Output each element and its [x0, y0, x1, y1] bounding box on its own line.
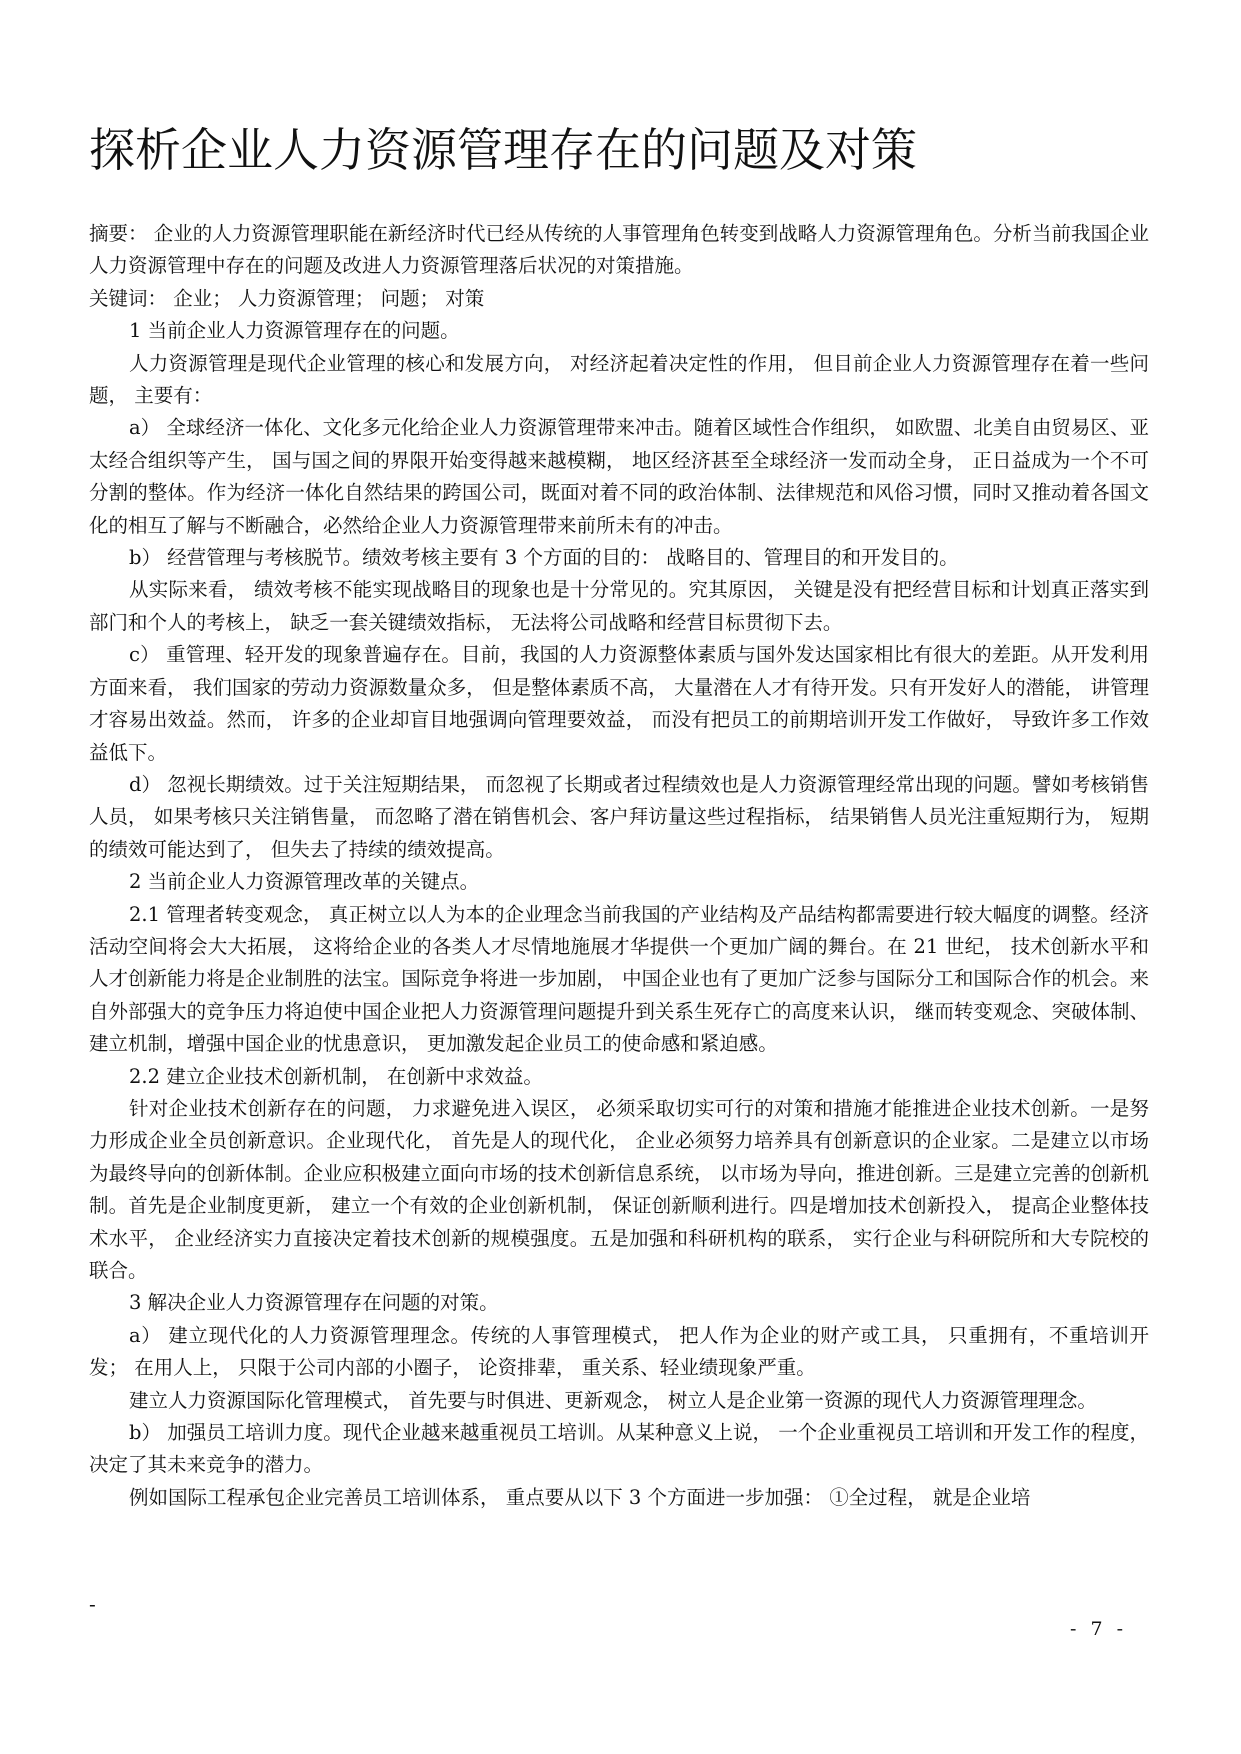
- abstract-paragraph: 摘要： 企业的人力资源管理职能在新经济时代已经从传统的人事管理角色转变到战略人力资源管理角色。分析当前我国企业人力资源管理中存在的问题及改进人力资源管理落后状况的对策措施。: [89, 222, 1149, 278]
- subsection-2-2-heading: 2.2 建立企业技术创新机制， 在创新中求效益。: [129, 1064, 543, 1088]
- body-paragraph: 人力资源管理是现代企业管理的核心和发展方向， 对经济起着决定性的作用， 但目前企业人力资源管理存在着一些问题， 主要有：: [89, 351, 1149, 408]
- page-number: - 7 -: [1070, 1618, 1128, 1640]
- section-3-heading: 3 解决企业人力资源管理存在问题的对策。: [129, 1291, 499, 1315]
- document-body: [89, 218, 1149, 1514]
- body-paragraph: 建立人力资源国际化管理模式， 首先要与时俱进、更新观念， 树立人是企业第一资源的现代人力资源管理理念。: [129, 1388, 1097, 1412]
- list-item-a: a） 全球经济一体化、文化多元化给企业人力资源管理带来冲击。随着区域性合作组织， 如欧盟、北美自由贸易区、亚太经合组织等产生， 国与国之间的界限开始变得越来越模糊， 地区经济甚至全球经济一发而动全身， 正日益成为一个不可分割的整体。作为经济一体化自然结果的跨国公司，既面对着不同的政治体制、法律规范和风俗习惯，同时又推动着各国文化的相互了解与不断融合，必然给企业人力资源管理带来前所未有的冲击。: [89, 416, 1149, 537]
- list-item-b: b） 经营管理与考核脱节。绩效考核主要有 3 个方面的目的： 战略目的、管理目的和开发目的。: [129, 546, 959, 570]
- list-item-a: a） 建立现代化的人力资源管理理念。传统的人事管理模式， 把人作为企业的财产或工具， 只重拥有，不重培训开发； 在用人上， 只限于公司内部的小圈子， 论资排辈， 重关系、轻业绩现象严重。: [89, 1323, 1149, 1380]
- footer-mark: -: [89, 1592, 96, 1616]
- list-item-b: b） 加强员工培训力度。现代企业越来越重视员工培训。从某种意义上说， 一个企业重视员工培训和开发工作的程度， 决定了其未来竞争的潜力。: [89, 1421, 1149, 1477]
- list-item-d: d） 忽视长期绩效。过于关注短期结果， 而忽视了长期或者过程绩效也是人力资源管理经常出现的问题。譬如考核销售人员， 如果考核只关注销售量， 而忽略了潜在销售机会、客户拜访量这些过程指标， 结果销售人员光注重短期行为， 短期的绩效可能达到了， 但失去了持续的绩效提高。: [89, 772, 1149, 861]
- list-item-c: c） 重管理、轻开发的现象普遍存在。目前，我国的人力资源整体素质与国外发达国家相比有很大的差距。从开发利用方面来看， 我们国家的劳动力资源数量众多， 但是整体素质不高， 大量潜在人才有待开发。只有开发好人的潜能， 讲管理才容易出效益。然而， 许多的企业却盲目地强调向管理要效益， 而没有把员工的前期培训开发工作做好， 导致许多工作效益低下。: [89, 643, 1149, 764]
- subsection-2-1-paragraph: 2.1 管理者转变观念， 真正树立以人为本的企业理念当前我国的产业结构及产品结构都需要进行较大幅度的调整。经济活动空间将会大大拓展， 这将给企业的各类人才尽情地施展才华提供一个更加广阔的舞台。在 21 世纪， 技术创新水平和人才创新能力将是企业制胜的法宝。国际竞争将进一步加剧， 中国企业也有了更加广泛参与国际分工和国际合作的机会。来自外部强大的竞争压力将迫使中国企业把人力资源管理问题提升到关系生死存亡的高度来认识， 继而转变观念、突破体制、建立机制，增强中国企业的忧患意识， 更加激发起企业员工的使命感和紧迫感。: [89, 902, 1149, 1056]
- document-title: 探析企业人力资源管理存在的问题及对策: [89, 123, 917, 177]
- section-2-heading: 2 当前企业人力资源管理改革的关键点。: [129, 870, 480, 894]
- keywords-paragraph: 关键词： 企业； 人力资源管理； 问题； 对策: [89, 286, 485, 310]
- body-paragraph: 例如国际工程承包企业完善员工培训体系， 重点要从以下 3 个方面进一步加强： ①全过程， 就是企业培: [129, 1485, 1031, 1509]
- body-paragraph: 从实际来看， 绩效考核不能实现战略目的现象也是十分常见的。究其原因， 关键是没有把经营目标和计划真正落实到部门和个人的考核上， 缺乏一套关键绩效指标， 无法将公司战略和经营目标贯彻下去。: [89, 578, 1149, 634]
- body-paragraph: 针对企业技术创新存在的问题， 力求避免进入误区， 必须采取切实可行的对策和措施才能推进企业技术创新。一是努力形成企业全员创新意识。企业现代化， 首先是人的现代化， 企业必须努力培养具有创新意识的企业家。二是建立以市场为最终导向的创新体制。企业应积极建立面向市场的技术创新信息系统， 以市场为导向，推进创新。三是建立完善的创新机制。首先是企业制度更新， 建立一个有效的企业创新机制， 保证创新顺利进行。四是增加技术创新投入， 提高企业整体技术水平， 企业经济实力直接决定着技术创新的规模强度。五是加强和科研机构的联系， 实行企业与科研院所和大专院校的联合。: [89, 1096, 1149, 1282]
- section-1-heading: 1 当前企业人力资源管理存在的问题。: [129, 319, 460, 343]
